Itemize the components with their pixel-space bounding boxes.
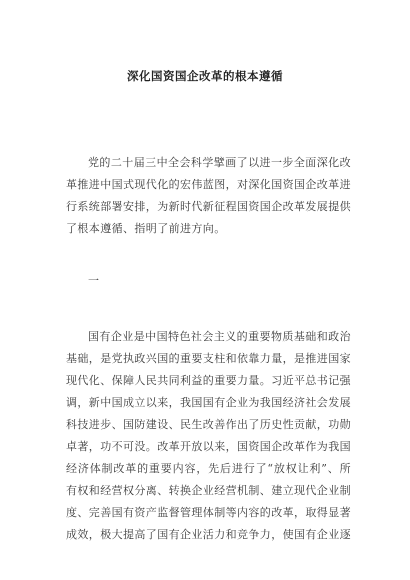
section-number: 一: [88, 274, 99, 287]
paragraph-body: 国有企业是中国特色社会主义的重要物质基础和政治基础，是党执政兴国的重要支柱和依靠力量，是推进国家现代化、保障人民共同利益的重要力量。习近平总书记强调，新中国成立以来，我国国有企业为我国经济社会发展科技进步、国防建设、民生改善作出了历史性贡献，功勋卓著，功不可没。改革开放以来，国资国企改革作为我国经济体制改革的重要内容，先后进行了“放权让利”、所有权和经营权分离、转换企业经营机制、建立现代企业制度、完善国有资产监督管理体制等内容的改革，取得显著成效，极大提高了国有企业活力和竞争力，使国有企业逐: [66, 330, 351, 541]
paragraph-intro: 党的二十届三中全会科学擘画了以进一步全面深化改革推进中国式现代化的宏伟蓝图，对深化国资国企改革进行系统部署安排，为新时代新征程国资国企改革发展提供了根本遵循、指明了前进方向。: [66, 156, 351, 235]
document-title: 深化国资国企改革的根本遵循: [127, 69, 283, 83]
